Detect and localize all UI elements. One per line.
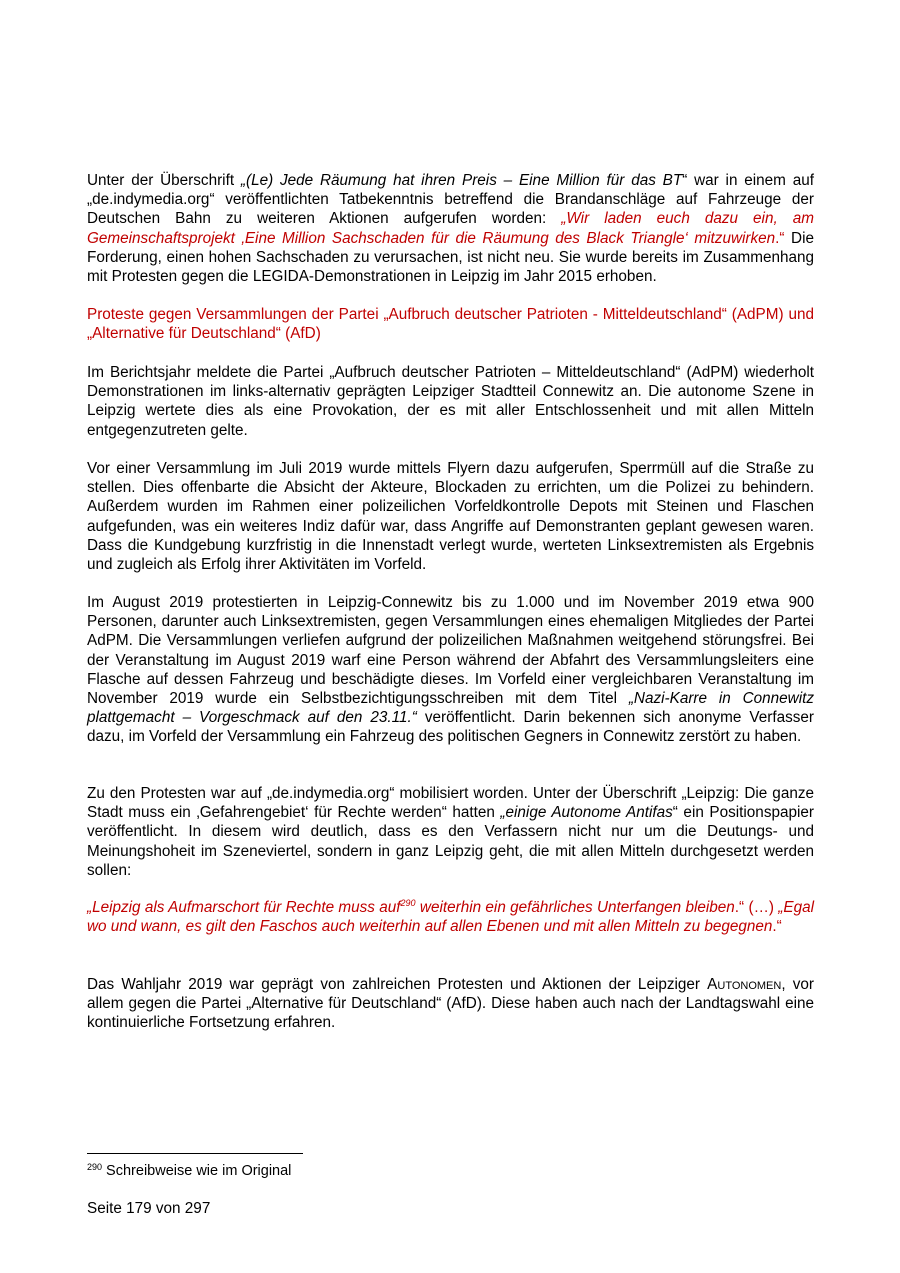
paragraph-tatbekenntnis: Unter der Überschrift „(Le) Jede Räumung hat ihren Preis – Eine Million für das BT“ war in einem auf „de.indymedia.org“ veröffentlichten Tatbekenntnis betreffend die Brandanschläge auf Fahrzeuge der Deutschen Bahn zu weiteren Aktionen aufgerufen worden: „Wir laden euch dazu ein, am Gemeinschaftsprojekt ‚Eine Million Sachschaden für die Räumung des Black Triangle‘ mitzuwirken.“ Die Forderung, einen hohen Sachschaden zu verursachen, ist nicht neu. Sie wurde bereits im Zusammenhang mit Protesten gegen die LEGIDA-Demonstrationen in Leipzig im Jahr 2015 erhoben. [87,172,815,286]
footnote-marker: 290 [400,898,416,908]
footnote-divider [87,1153,303,1154]
quoted-title: „(Le) Jede Räumung hat ihren Preis – Eine Million für das BT [240,172,683,189]
page-number: Seite 179 von 297 [87,1200,211,1217]
red-quote: „Wir laden euch dazu ein, am Gemeinschaftsprojekt ‚Eine Million Sachschaden für die Räumung des Black Triangle‘ mitzuwirken [87,210,814,247]
paragraph-adpm: Im Berichtsjahr meldete die Partei „Aufbruch deutscher Patrioten – Mitteldeutschland“ (AdPM) wiederholt Demonstrationen im links-alternativ geprägten Leipziger Stadtteil Connewitz an. Die autonome Szene in Leipzig wertete dies als eine Provokation, der es mit aller Entschlossenheit und mit allen Mitteln entgegenzutreten gelte. [87,364,814,439]
quoted-title: „Nazi-Karre in Connewitz plattgemacht – Vorgeschmack auf den 23.11.“ [87,690,814,727]
section-heading: Proteste gegen Versammlungen der Partei „Aufbruch deutscher Patrioten - Mitteldeutschland“ (AdPM) und „Alternative für Deutschland“ (AfD) [87,306,814,343]
block-quote: „Leipzig als Aufmarschort für Rechte muss auf$^{290}$ weiterhin ein gefährliches Unterfangen bleiben.“ (…) „Egal wo und wann, es gilt den Faschos auch weiterhin auf allen Ebenen und mit allen Mitteln zu begegnen.“ [87,898,814,936]
footnote: $^{290}$ Schreibweise wie im Original [87,1162,292,1179]
paragraph-indymedia: Zu den Protesten war auf „de.indymedia.org“ mobilisiert worden. Unter der Überschrift „Leipzig: Die ganze Stadt muss ein ‚Gefahrengebiet‘ für Rechte werden“ hatten „einige Autonome Antifas“ ein Positionspapier veröffentlicht. In diesem wird deutlich, dass es den Verfassern nicht nur um die Deutungs- und Meinungshoheit im Szeneviertel, sondern in ganz Leipzig geht, die mit allen Mitteln durchgesetzt werden sollen: [87,785,814,879]
paragraph-wahljahr: Das Wahljahr 2019 war geprägt von zahlreichen Protesten und Aktionen der Leipziger Autonomen, vor allem gegen die Partei „Alternative für Deutschland“ (AfD). Diese haben auch nach der Landtagswahl eine kontinuierliche Fortsetzung erfahren. [87,976,814,1032]
paragraph-august-november-2019: Im August 2019 protestierten in Leipzig-Connewitz bis zu 1.000 und im November 2019 etwa 900 Personen, darunter auch Linksextremisten, gegen Versammlungen eines ehemaligen Mitgliedes der Partei AdPM. Die Versammlungen verliefen aufgrund der polizeilichen Maßnahmen weitgehend störungsfrei. Bei der Veranstaltung im August 2019 warf eine Person während der Abfahrt des Versammlungsleiters eine Flasche auf dessen Fahrzeug und beschädigte dieses. Im Vorfeld einer vergleichbaren Veranstaltung im November 2019 wurde ein Selbstbezichtigungsschreiben mit dem Titel „Nazi-Karre in Connewitz plattgemacht – Vorgeschmack auf den 23.11.“ veröffentlicht. Darin bekennen sich anonyme Verfasser dazu, im Vorfeld der Versammlung ein Fahrzeug des politischen Gegners in Connewitz zerstört zu haben. [87,594,814,746]
paragraph-juli-2019: Vor einer Versammlung im Juli 2019 wurde mittels Flyern dazu aufgerufen, Sperrmüll auf die Straße zu stellen. Dies offenbarte die Absicht der Akteure, Blockaden zu errichten, um die Polizei zu behindern. Außerdem wurden im Rahmen einer polizeilichen Vorfeldkontrolle Depots mit Steinen und Flaschen aufgefunden, was ein weiteres Indiz dafür war, dass Angriffe auf Demonstranten geplant gewesen waren. Dass die Kundgebung kurzfristig in die Innenstadt verlegt wurde, werteten Linksextremisten als Ergebnis und zugleich als Erfolg ihrer Aktivitäten im Vorfeld. [87,460,814,574]
